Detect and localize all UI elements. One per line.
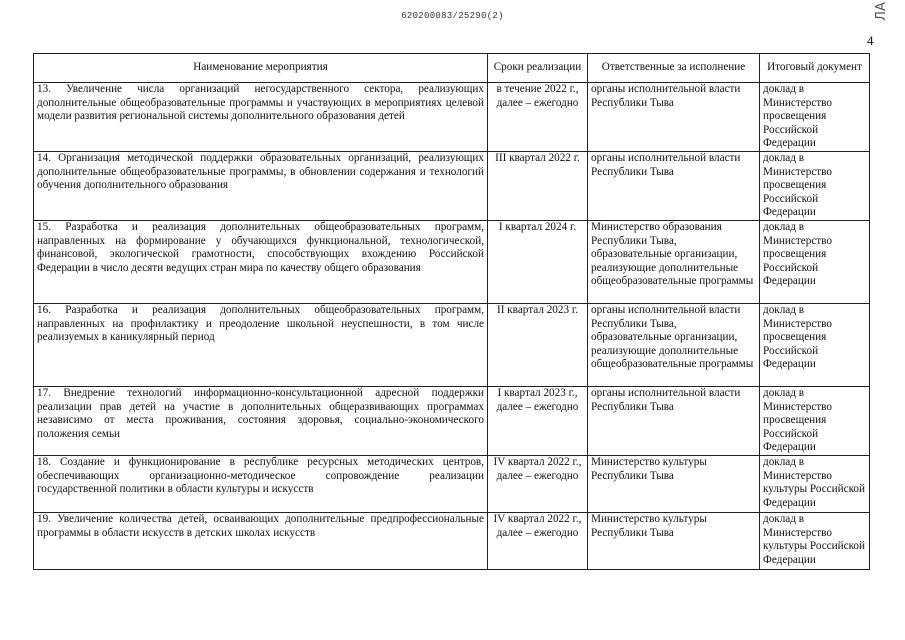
column-header-document: Итоговый документ [760, 54, 870, 83]
activity-name: 14. Организация методической поддержки образовательных организаций, реализующих дополнительные общеобразовательные программы, в обновлении содержания и технологий обучения дополнительного образования [34, 151, 488, 220]
activity-name: 17. Внедрение технологий информационно-консультационной адресной поддержки реализации прав детей на участие в дополнительных общеразвивающих программах независимо от места проживания, состояния здоровья, социально-экономического положения семьи [34, 386, 488, 455]
activity-name: 15. Разработка и реализация дополнительных общеобразовательных программ, направленных на формирование у обучающихся функциональной, технологической, финансовой, экологической грамотности, способствующих вхождению Российской Федерации в число десяти ведущих стран мира по качеству общего образования [34, 220, 488, 303]
column-header-responsible: Ответственные за исполнение [588, 54, 760, 83]
table-row [34, 512, 870, 569]
table-row [34, 386, 870, 455]
table-row [34, 303, 870, 386]
document-id: 620200083/25290(2) [401, 11, 504, 21]
table-row [34, 455, 870, 512]
table-row [34, 83, 870, 152]
activity-document: доклад в Министерство культуры Российской Федерации [760, 455, 870, 512]
activity-document: доклад в Министерство культуры Российской Федерации [760, 512, 870, 569]
page-number: 4 [867, 33, 874, 48]
activity-responsible: Министерство образования Республики Тыва, образовательные организации, реализующие дополнительные общеобразовательные программы [588, 220, 760, 303]
activities-table [33, 53, 870, 570]
activity-term: IV квартал 2022 г., далее – ежегодно [488, 455, 588, 512]
activity-document: доклад в Министерство просвещения Российской Федерации [760, 303, 870, 386]
activity-document: доклад в Министерство просвещения Российской Федерации [760, 220, 870, 303]
activity-name: 16. Разработка и реализация дополнительных общеобразовательных программ, направленных на профилактику и преодоление школьной неуспешности, в том числе реализуемых в каникулярный период [34, 303, 488, 386]
activity-term: III квартал 2022 г. [488, 151, 588, 220]
column-header-name: Наименование мероприятия [34, 54, 488, 83]
activity-responsible: органы исполнительной власти Республики Тыва, образовательные организации, реализующие дополнительные общеобразовательные программы [588, 303, 760, 386]
activity-responsible: органы исполнительной власти Республики Тыва [588, 83, 760, 152]
activity-name: 19. Увеличение количества детей, осваивающих дополнительные предпрофессиональные программы в области искусств в детских школах искусств [34, 512, 488, 569]
table-row [34, 151, 870, 220]
activity-document: доклад в Министерство просвещения Российской Федерации [760, 151, 870, 220]
table-header-row [34, 54, 870, 83]
activity-term: IV квартал 2022 г., далее – ежегодно [488, 512, 588, 569]
activity-document: доклад в Министерство просвещения Российской Федерации [760, 386, 870, 455]
activity-term: I квартал 2024 г. [488, 220, 588, 303]
activity-responsible: Министерство культуры Республики Тыва [588, 455, 760, 512]
activity-term: в течение 2022 г., далее – ежегодно [488, 83, 588, 152]
activity-term: I квартал 2023 г., далее – ежегодно [488, 386, 588, 455]
activity-responsible: Министерство культуры Республики Тыва [588, 512, 760, 569]
column-header-term: Сроки реализации [488, 54, 588, 83]
activity-term: II квартал 2023 г. [488, 303, 588, 386]
activity-responsible: органы исполнительной власти Республики Тыва [588, 386, 760, 455]
activity-responsible: органы исполнительной власти Республики Тыва [588, 151, 760, 220]
table-row [34, 220, 870, 303]
activity-name: 18. Создание и функционирование в республике ресурсных методических центров, обеспечивающих организационно-методическое сопровождение реализации государственной политики в области культуры и искусств [34, 455, 488, 512]
activity-name: 13. Увеличение числа организаций негосударственного сектора, реализующих дополнительные общеобразовательные программы и участвующих в мероприятиях целевой модели развития региональной системы дополнительного образования детей [34, 83, 488, 152]
activity-document: доклад в Министерство просвещения Российской Федерации [760, 83, 870, 152]
margin-mark: ЛА [873, 2, 889, 21]
